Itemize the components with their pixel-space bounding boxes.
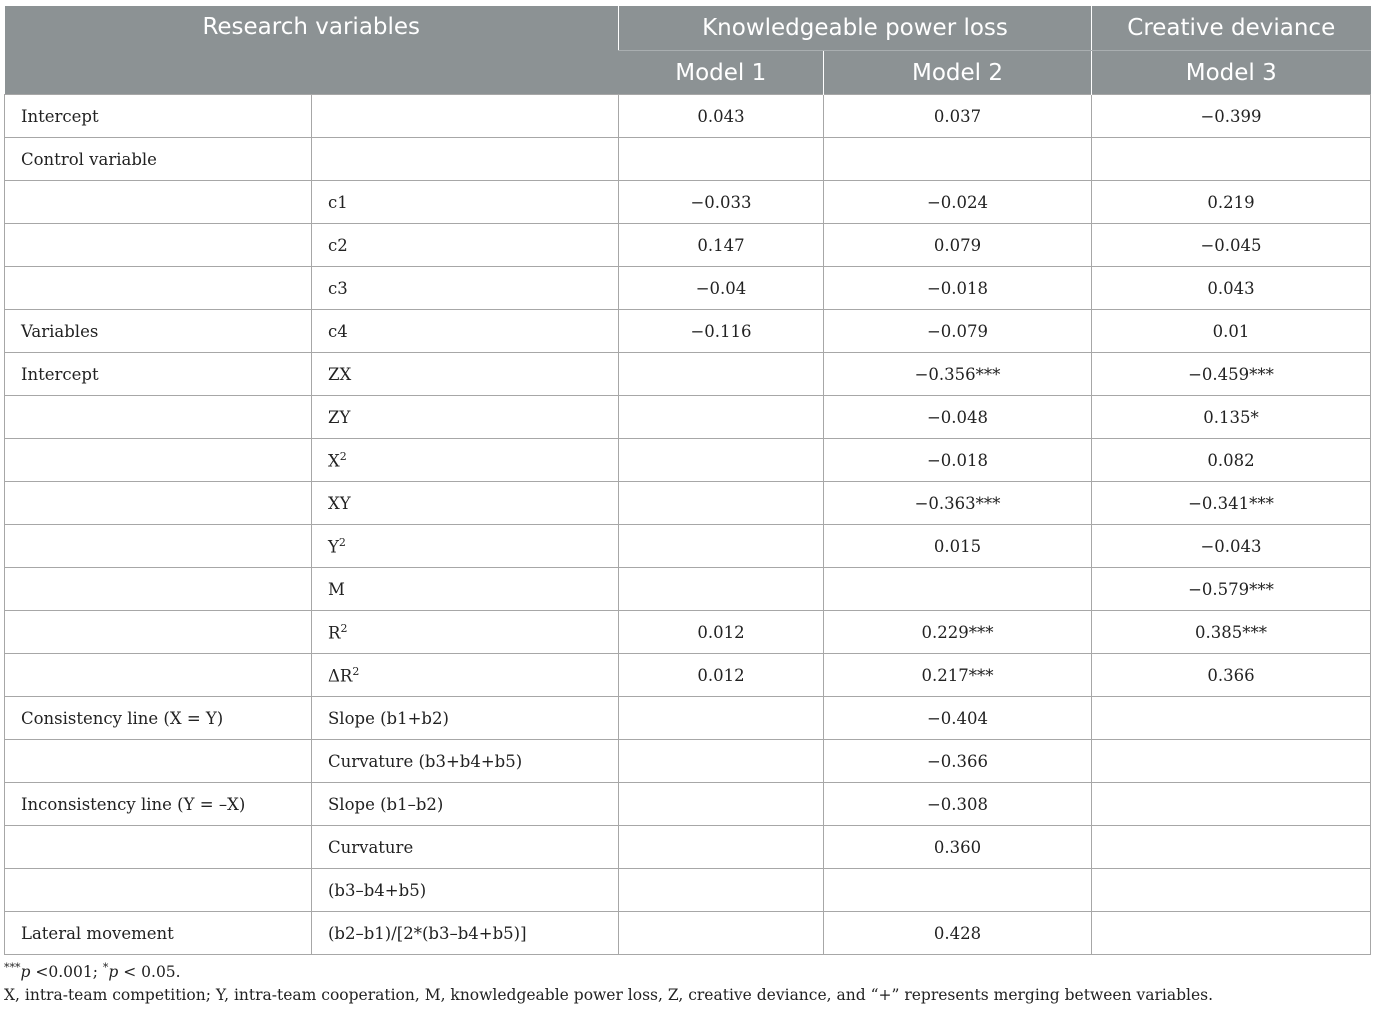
cell-model-3-text: −0.399 [1200,106,1262,126]
cell-model-2-text: 0.428 [933,923,982,943]
cell-model-1-text: −0.04 [695,278,747,298]
cell-variable [312,826,619,869]
cell-variable-group [5,869,312,912]
cell-model-2 [824,396,1092,439]
cell-model-1 [619,396,824,439]
cell-variable [312,697,619,740]
cell-model-2 [824,95,1092,138]
cell-model-3 [1092,740,1371,783]
cell-variable-text: ZX [328,364,352,384]
cell-model-2 [824,697,1092,740]
cell-model-1 [619,353,824,396]
cell-model-2-text: −0.018 [926,278,989,298]
cell-variable [312,611,619,654]
table-row [5,826,1371,869]
header-model-3: Model 3 [1092,51,1371,95]
cell-model-3 [1092,396,1371,439]
cell-model-3-text: −0.341*** [1188,493,1274,513]
cell-variable-text: c1 [328,192,348,212]
cell-variable [312,783,619,826]
cell-model-2 [824,224,1092,267]
cell-variable-text: (b3–b4+b5) [328,880,427,900]
cell-variable [312,138,619,181]
cell-model-1 [619,740,824,783]
cell-model-3 [1092,353,1371,396]
cell-variable [312,482,619,525]
cell-variable-group-text: Control variable [21,149,157,169]
cell-variable-text: Slope (b1+b2) [328,708,449,728]
cell-model-2-text: −0.308 [926,794,989,814]
cell-model-1 [619,654,824,697]
footnote-definitions: X, intra-team competition; Y, intra-team cooperation, M, knowledgeable power loss, Z, creative deviance, and “+” represents merging between variables. [4,986,1214,1004]
cell-variable-text: ZY [328,407,351,427]
cell-variable-group-text: Intercept [21,106,99,126]
cell-model-3 [1092,869,1371,912]
cell-model-1 [619,697,824,740]
cell-model-1 [619,568,824,611]
cell-model-3 [1092,912,1371,955]
cell-model-2-text: −0.048 [926,407,989,427]
cell-variable [312,568,619,611]
cell-model-2-text: −0.079 [926,321,989,341]
table-row [5,353,1371,396]
cell-variable-text: c3 [328,278,348,298]
cell-variable [312,869,619,912]
cell-model-3-text: 0.135* [1203,407,1259,427]
cell-model-1 [619,310,824,353]
cell-model-3-text: −0.043 [1200,536,1262,556]
header-creative-deviance: Creative deviance [1092,6,1371,51]
footnote-text-1: <0.001; [30,963,103,982]
header-model-2: Model 2 [824,51,1092,95]
cell-model-2 [824,654,1092,697]
cell-model-1 [619,826,824,869]
cell-variable-group [5,181,312,224]
cell-model-2 [824,568,1092,611]
table-row [5,869,1371,912]
cell-variable-group [5,525,312,568]
cell-variable-group [5,224,312,267]
cell-variable [312,353,619,396]
footnote-significance [4,961,181,981]
table-header [5,6,1371,95]
cell-model-2-text: 0.079 [933,235,982,255]
cell-model-2 [824,525,1092,568]
cell-variable [312,396,619,439]
cell-variable [312,310,619,353]
cell-variable-group [5,826,312,869]
cell-model-2 [824,912,1092,955]
cell-model-2 [824,611,1092,654]
cell-model-2 [824,783,1092,826]
header-knowledge-power-loss: Knowledgeable power loss [619,6,1092,51]
cell-variable-group [5,310,312,353]
table-row [5,181,1371,224]
cell-model-2-text: −0.366 [926,751,989,771]
cell-variable-text: Y [328,537,339,557]
cell-variable-superscript: 2 [338,535,346,549]
table-row [5,482,1371,525]
cell-model-3-text: −0.459*** [1188,364,1274,384]
header-research-variables: Research variables [5,6,619,95]
cell-variable-group-text: Inconsistency line (Y = –X) [21,794,246,814]
regression-results-table [4,6,1371,955]
cell-model-2-text: −0.356*** [914,364,1001,384]
cell-variable-group-text: Intercept [21,364,99,384]
cell-model-3 [1092,525,1371,568]
table-row [5,439,1371,482]
cell-model-2-text: 0.037 [933,106,982,126]
cell-variable [312,654,619,697]
cell-model-2 [824,310,1092,353]
cell-model-1 [619,611,824,654]
cell-model-3-text: 0.366 [1207,665,1255,685]
table-row [5,740,1371,783]
cell-variable-text: XY [328,493,351,513]
cell-variable-group [5,783,312,826]
cell-model-3 [1092,611,1371,654]
cell-variable-text: R [328,623,341,643]
cell-model-3-text: 0.385*** [1195,622,1267,642]
cell-model-3 [1092,310,1371,353]
cell-model-1 [619,138,824,181]
cell-variable [312,740,619,783]
table-row [5,95,1371,138]
cell-variable-superscript: 2 [339,449,347,463]
cell-model-3-text: −0.579*** [1188,579,1274,599]
table-row [5,267,1371,310]
cell-model-1-text: 0.012 [697,665,745,685]
cell-variable-text: c2 [328,235,348,255]
cell-variable-group [5,740,312,783]
cell-model-1 [619,439,824,482]
cell-variable-group-text: Variables [21,321,99,341]
cell-variable [312,181,619,224]
cell-model-3-text: 0.01 [1212,321,1250,341]
cell-model-1-text: 0.147 [697,235,745,255]
cell-variable-group [5,654,312,697]
cell-model-3 [1092,224,1371,267]
cell-model-2-text: −0.024 [926,192,989,212]
cell-model-2 [824,740,1092,783]
table-row [5,138,1371,181]
cell-model-3 [1092,138,1371,181]
cell-model-1-text: −0.033 [690,192,752,212]
header-model-1: Model 1 [619,51,824,95]
cell-model-3-text: 0.082 [1207,450,1255,470]
cell-variable-group [5,267,312,310]
cell-model-1 [619,869,824,912]
table-row [5,224,1371,267]
cell-model-3 [1092,568,1371,611]
cell-variable-text: Curvature (b3+b4+b5) [328,751,523,771]
table-row [5,525,1371,568]
cell-variable [312,439,619,482]
cell-variable-superscript: 2 [340,621,348,635]
cell-model-3 [1092,783,1371,826]
cell-variable-text: ΔR [328,666,353,686]
cell-variable [312,95,619,138]
cell-model-2 [824,826,1092,869]
cell-model-1-text: −0.116 [690,321,752,341]
footnote-sup-2: * [102,961,109,974]
cell-model-2 [824,267,1092,310]
cell-model-1 [619,95,824,138]
cell-model-2-text: 0.217*** [921,665,994,685]
table-body [5,95,1371,955]
table-row [5,912,1371,955]
cell-model-2 [824,181,1092,224]
cell-model-1 [619,783,824,826]
cell-variable-group [5,568,312,611]
cell-model-1-text: 0.043 [697,106,745,126]
cell-variable-text: (b2–b1)/[2*(b3–b4+b5)] [328,923,527,943]
cell-model-1 [619,482,824,525]
cell-model-2 [824,869,1092,912]
table-row [5,310,1371,353]
cell-model-3 [1092,95,1371,138]
cell-variable-group [5,482,312,525]
cell-model-2-text: −0.018 [926,450,989,470]
cell-variable [312,224,619,267]
cell-model-2-text: −0.363*** [914,493,1001,513]
results-table-wrapper [4,6,1370,955]
footnote-p-2: p [108,963,119,982]
cell-model-3-text: 0.219 [1207,192,1255,212]
cell-model-2-text: 0.360 [933,837,982,857]
cell-model-3 [1092,439,1371,482]
table-row [5,654,1371,697]
cell-model-1 [619,181,824,224]
cell-model-2-text: 0.229*** [921,622,994,642]
cell-model-3-text: −0.045 [1200,235,1262,255]
cell-model-3 [1092,654,1371,697]
cell-model-2 [824,353,1092,396]
table-row [5,783,1371,826]
cell-variable-group [5,138,312,181]
cell-variable-superscript: 2 [352,664,360,678]
cell-model-3 [1092,482,1371,525]
cell-variable-group [5,353,312,396]
cell-variable-text: X [328,451,340,471]
cell-model-2 [824,482,1092,525]
cell-variable-text: M [328,579,345,599]
cell-model-2 [824,439,1092,482]
table-row [5,396,1371,439]
cell-variable-group-text: Lateral movement [21,923,174,943]
footnote-text-2: < 0.05. [118,963,181,982]
cell-model-3 [1092,267,1371,310]
cell-model-1 [619,224,824,267]
cell-variable [312,525,619,568]
cell-model-1 [619,525,824,568]
cell-model-3-text: 0.043 [1207,278,1255,298]
cell-variable-group [5,697,312,740]
cell-variable-group-text: Consistency line (X = Y) [21,708,224,728]
cell-model-1 [619,912,824,955]
cell-model-3 [1092,181,1371,224]
footnote-p-1: p [20,963,31,982]
table-row [5,611,1371,654]
cell-model-3 [1092,826,1371,869]
cell-variable-group [5,396,312,439]
cell-variable-text: Curvature [328,837,414,857]
cell-model-1 [619,267,824,310]
cell-variable [312,267,619,310]
cell-variable-group [5,611,312,654]
cell-variable-text: c4 [328,321,348,341]
cell-model-1-text: 0.012 [697,622,745,642]
cell-variable-group [5,439,312,482]
footnote-sup-1: *** [4,961,21,974]
cell-model-2-text: −0.404 [926,708,989,728]
cell-model-3 [1092,697,1371,740]
table-row [5,697,1371,740]
cell-variable-group [5,95,312,138]
cell-variable-text: Slope (b1–b2) [328,794,444,814]
cell-variable [312,912,619,955]
cell-model-2 [824,138,1092,181]
cell-variable-group [5,912,312,955]
table-row [5,568,1371,611]
cell-model-2-text: 0.015 [933,536,982,556]
